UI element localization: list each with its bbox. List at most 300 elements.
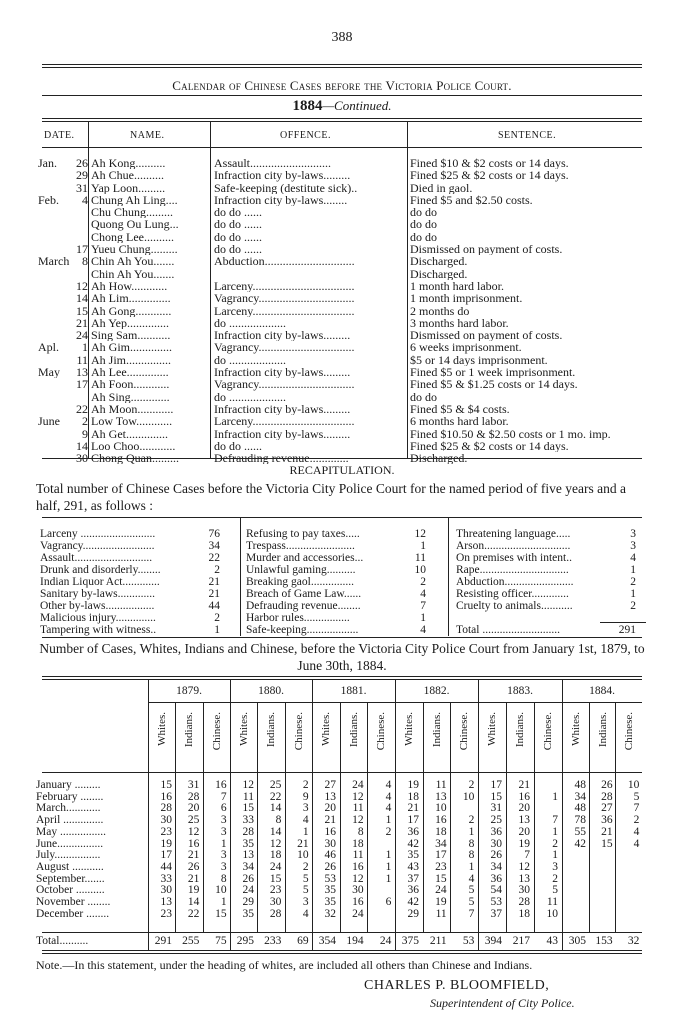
- total-cell: 394: [484, 935, 502, 947]
- recap-label: Vagrancy.........................: [40, 540, 155, 552]
- calendar-row: [0, 157, 684, 169]
- calendar-row: [0, 169, 684, 181]
- table-cell: 23: [269, 884, 282, 897]
- table-cell: 10: [627, 779, 640, 791]
- calendar-row: [0, 391, 684, 403]
- date-day: 13: [76, 366, 88, 379]
- table-cell: 4: [385, 802, 392, 815]
- table-cell: 4: [633, 825, 640, 838]
- total-cell: 354: [318, 935, 336, 947]
- table-cell: 15: [435, 872, 447, 885]
- case-sentence: Fined $5 and $2.50 costs.: [410, 193, 533, 207]
- recap-label: Murder and accessories...: [246, 552, 364, 564]
- table-cell: 1: [220, 896, 227, 908]
- table-cell: 23: [435, 860, 447, 873]
- recap-value: 7: [420, 600, 426, 612]
- table-cell: 11: [435, 907, 447, 920]
- month-label: August ...........: [36, 860, 104, 873]
- case-name: Ah Kong..........: [91, 157, 166, 170]
- case-sentence: Discharged.: [410, 452, 468, 465]
- case-offence: Vagrancy................................: [214, 341, 355, 354]
- table-cell: 28: [601, 790, 613, 803]
- case-sentence: Fined $25 & $2 costs or 14 days.: [410, 439, 569, 453]
- recap-row: [40, 624, 230, 636]
- table-cell: 8: [468, 849, 475, 862]
- sub-divider: [203, 703, 204, 932]
- year-divider: [562, 680, 563, 950]
- case-name: Ah Gong............: [91, 304, 172, 317]
- subheading: Whites.: [320, 712, 332, 746]
- calendar-table: [0, 157, 684, 464]
- table-cell: 1: [468, 860, 475, 873]
- table-cell: 22: [269, 790, 282, 803]
- table-cell: 36: [601, 814, 613, 827]
- date-month: Apl.: [38, 341, 59, 354]
- recap-label: Assault...........................: [40, 552, 153, 564]
- sub-divider: [506, 703, 507, 932]
- year-heading: [0, 98, 684, 115]
- subheading: Chinese.: [375, 712, 388, 751]
- table-cell: 14: [269, 802, 282, 815]
- table-cell: 3: [220, 849, 227, 862]
- table-cell: 4: [302, 814, 309, 827]
- case-offence: do ...................: [214, 390, 286, 403]
- table-cell: 35: [242, 837, 254, 850]
- recap-value: 21: [208, 576, 220, 588]
- case-name: Quong Ou Lung...: [91, 218, 179, 231]
- recap-label: Breach of Game Law......: [246, 588, 362, 600]
- table-cell: 12: [269, 837, 282, 850]
- recap-row: [246, 552, 436, 564]
- table-cell: 21: [187, 849, 200, 862]
- case-sentence: do do: [410, 218, 437, 231]
- recap-row: [40, 612, 230, 624]
- recap-row: [246, 528, 436, 540]
- sub-divider: [175, 703, 176, 932]
- table-cell: 36: [407, 884, 419, 897]
- case-offence: Safe-keeping (destitute sick)..: [214, 181, 358, 194]
- recap-column-1: [40, 528, 230, 636]
- sub-divider: [589, 703, 590, 932]
- recap-label: Malicious injury..............: [40, 612, 156, 624]
- recap-value: 3: [630, 528, 636, 540]
- table-cell: 4: [633, 837, 640, 850]
- rule: [42, 679, 642, 680]
- calendar-row: [0, 440, 684, 452]
- table-cell: 8: [357, 825, 364, 838]
- table-cell: 15: [160, 779, 172, 791]
- recap-row: [246, 624, 436, 636]
- table-cell: 12: [352, 814, 364, 827]
- calendar-title: Calendar of Chinese Cases before the Victoria Police Court.: [172, 78, 512, 93]
- calendar-row: [0, 182, 684, 194]
- table-cell: 30: [490, 837, 502, 850]
- year-heading: 1879.: [176, 685, 202, 697]
- col-offence: OFFENCE.: [280, 130, 331, 141]
- table-cell: 8: [220, 872, 227, 885]
- recap-row: [456, 528, 646, 540]
- table-cell: 3: [220, 814, 227, 827]
- subheading: Indians.: [347, 712, 360, 748]
- recap-row: [456, 600, 646, 612]
- rule: [42, 95, 642, 96]
- subheading: Whites.: [486, 712, 498, 746]
- recap-row: [246, 564, 436, 576]
- case-sentence: Discharged.: [410, 267, 468, 280]
- recap-label: Rape...............................: [456, 564, 569, 576]
- case-offence: do do ......: [214, 218, 262, 231]
- recap-column-2: [246, 528, 436, 636]
- table-cell: 11: [352, 849, 364, 862]
- case-offence: Infraction city by-laws........: [214, 193, 348, 207]
- subheading: Chinese.: [210, 712, 223, 751]
- table-cell: 13: [242, 849, 254, 862]
- subheading: Chinese.: [623, 712, 636, 751]
- table-cell: 18: [407, 790, 419, 803]
- recap-text: Total number of Chinese Cases before the Victoria City Police Court for the named period of five years and a half, 291, as follows :: [36, 481, 626, 513]
- date-day: 24: [76, 329, 88, 342]
- recap-row: [456, 576, 646, 588]
- note: Note.—In this statement, under the heading of whites, are included all others than Chinese and Indians.: [36, 958, 533, 972]
- calendar-row: [0, 255, 684, 267]
- recap-value: 2: [214, 564, 220, 576]
- date-month: March: [38, 255, 70, 268]
- year-divider: [478, 680, 479, 950]
- table-cell: 24: [242, 884, 254, 897]
- table-cell: 8: [468, 837, 475, 850]
- date-day: 17: [76, 243, 88, 256]
- table-cell: 26: [187, 860, 200, 873]
- month-label: April ..............: [36, 814, 104, 827]
- rule: [42, 676, 642, 677]
- table-cell: 35: [242, 907, 254, 920]
- rule: [42, 118, 642, 119]
- table-cell: 27: [601, 802, 613, 815]
- table-cell: 23: [160, 825, 172, 838]
- recap-row: [40, 576, 230, 588]
- case-name: Ah How............: [91, 279, 168, 293]
- table-cell: 28: [160, 802, 172, 815]
- case-offence: Vagrancy................................: [214, 292, 355, 305]
- total-cell: 255: [182, 935, 200, 947]
- recap-label: Other by-laws.................: [40, 600, 155, 612]
- year-divider: [312, 680, 313, 950]
- table-cell: 26: [324, 860, 336, 873]
- sub-divider: [257, 703, 258, 932]
- recap-label: Unlawful gaming..........: [246, 564, 356, 576]
- sub-divider: [423, 703, 424, 932]
- table-cell: 26: [490, 849, 502, 862]
- case-sentence: Dismissed on payment of costs.: [410, 243, 563, 256]
- table-cell: 11: [435, 779, 447, 791]
- case-name: Chin Ah You.......: [91, 255, 175, 268]
- case-name: Ah Yep..............: [91, 316, 170, 330]
- table-cell: 21: [601, 825, 613, 838]
- date-month: Feb.: [38, 193, 59, 207]
- table-cell: 48: [574, 779, 586, 791]
- total-cell: 233: [264, 935, 282, 947]
- table-cell: 7: [524, 849, 530, 862]
- case-name: Ah Chue..........: [91, 169, 164, 182]
- table-cell: 16: [324, 825, 336, 838]
- month-label: February ........: [36, 790, 104, 803]
- total-cell: 305: [568, 935, 586, 947]
- recap-value: 3: [630, 540, 636, 552]
- recap-row: [456, 540, 646, 552]
- date-day: 29: [76, 169, 88, 182]
- table-cell: 24: [269, 860, 282, 873]
- table-cell: 2: [552, 837, 558, 850]
- table-cell: 19: [187, 884, 200, 897]
- case-name: Ah Foon............: [91, 378, 170, 391]
- table-cell: 34: [490, 860, 502, 873]
- table-cell: 8: [275, 814, 282, 827]
- calendar-row: [0, 206, 684, 218]
- table-cell: 19: [407, 779, 419, 791]
- calendar-row: [0, 317, 684, 329]
- year-heading: 1881.: [340, 685, 367, 697]
- table-cell: 18: [435, 825, 447, 838]
- total-cell: 291: [154, 935, 172, 947]
- table-cell: 33: [160, 872, 172, 885]
- table-cell: 21: [187, 872, 200, 885]
- case-name: Yueu Chung.........: [91, 243, 178, 256]
- calendar-row: [0, 194, 684, 206]
- table-cell: 16: [187, 837, 200, 850]
- case-name: Ah Moon............: [91, 402, 174, 416]
- table-cell: 30: [324, 837, 336, 850]
- table-cell: 9: [302, 790, 309, 803]
- month-label: June................: [36, 837, 104, 850]
- recap-label: Resisting officer.............: [456, 588, 569, 600]
- case-name: Ah Sing.............: [91, 390, 170, 403]
- case-sentence: 6 weeks imprisonment.: [410, 341, 522, 354]
- case-sentence: Fined $5 or 1 week imprisonment.: [410, 366, 576, 379]
- table-cell: 28: [518, 896, 530, 908]
- table-cell: 10: [297, 849, 309, 862]
- case-offence: Infraction city by-laws.........: [214, 366, 351, 379]
- case-offence: Larceny..................................: [214, 415, 355, 428]
- recap-value: 1: [420, 540, 426, 552]
- subheading: Indians.: [430, 712, 443, 748]
- table-cell: 18: [269, 849, 282, 862]
- table-cell: 24: [435, 884, 447, 897]
- recap-heading: RECAPITULATION.: [289, 463, 395, 477]
- year-divider: [395, 680, 396, 950]
- table-cell: 25: [269, 779, 282, 791]
- subheading: Indians.: [514, 712, 526, 748]
- recap-value: 2: [420, 576, 426, 588]
- table-cell: 34: [242, 860, 254, 873]
- table-cell: 16: [435, 814, 447, 827]
- table-cell: 7: [552, 814, 558, 827]
- case-sentence: 1 month imprisonment.: [410, 292, 523, 305]
- number-heading: [0, 640, 684, 674]
- continued-label: —Continued.: [322, 98, 392, 113]
- table-cell: 13: [435, 790, 447, 803]
- calendar-row: [0, 378, 684, 390]
- table-cell: 16: [352, 860, 364, 873]
- col-divider: [240, 518, 241, 636]
- total-cell: 194: [346, 935, 364, 947]
- case-name: Low Tow............: [91, 415, 173, 428]
- sub-divider: [615, 703, 616, 932]
- table-cell: 42: [407, 837, 419, 850]
- table-cell: 30: [160, 814, 172, 827]
- table-cell: 31: [490, 802, 502, 815]
- recap-label: Sanitary by-laws.............: [40, 588, 155, 600]
- total-cell: 75: [215, 935, 227, 947]
- table-cell: 11: [352, 802, 364, 815]
- rule: [42, 637, 642, 638]
- case-name: Chong Quan.........: [91, 452, 179, 465]
- table-cell: 20: [187, 802, 200, 815]
- table-cell: 29: [242, 896, 254, 908]
- table-cell: 1: [302, 825, 309, 838]
- recap-column-3: [456, 528, 646, 636]
- table-cell: 31: [187, 779, 200, 791]
- recap-label: Indian Liquor Act.............: [40, 576, 160, 588]
- table-cell: 19: [435, 896, 447, 908]
- year-heading: 1882.: [423, 685, 450, 697]
- case-name: Ah Gim..............: [91, 341, 172, 354]
- calendar-row: [0, 268, 684, 280]
- case-offence: Larceny..................................: [214, 279, 355, 293]
- table-cell: 19: [518, 837, 530, 850]
- recap-label: Threatening language.....: [456, 528, 571, 540]
- case-name: Chong Lee..........: [91, 230, 174, 244]
- table-cell: 20: [518, 825, 530, 838]
- calendar-row: [0, 428, 684, 440]
- total-cell: 32: [627, 935, 640, 947]
- case-name: Yap Loon.........: [91, 181, 166, 194]
- date-day: 21: [76, 316, 88, 330]
- recap-label: Total ...........................: [456, 624, 560, 636]
- table-cell: 13: [324, 790, 336, 803]
- total-cell: 295: [236, 935, 254, 947]
- table-cell: 28: [269, 907, 282, 920]
- table-cell: 14: [187, 896, 200, 908]
- date-day: 12: [76, 279, 88, 293]
- col-date: DATE.: [44, 130, 75, 141]
- recap-label: Abduction........................: [456, 576, 574, 588]
- total-cell: 375: [401, 935, 419, 947]
- date-day: 31: [76, 181, 88, 194]
- table-cell: 24: [352, 779, 364, 791]
- table-cell: 23: [160, 907, 172, 920]
- table-cell: 2: [468, 814, 475, 827]
- date-day: 26: [76, 157, 88, 170]
- table-cell: 17: [160, 849, 172, 862]
- table-cell: 16: [518, 790, 530, 803]
- table-cell: 5: [552, 884, 558, 897]
- case-offence: do ...................: [214, 316, 286, 330]
- date-day: 14: [76, 439, 88, 453]
- recap-label: Harbor rules................: [246, 612, 350, 624]
- table-cell: 11: [242, 790, 254, 803]
- subheading: Indians.: [183, 712, 196, 748]
- table-cell: 53: [490, 896, 502, 908]
- case-name: Ah Jim...............: [91, 353, 172, 367]
- total-cell: 69: [297, 935, 309, 947]
- recap-row: [246, 588, 436, 600]
- calendar-row: [0, 354, 684, 366]
- rule: [42, 950, 642, 951]
- table-cell: 5: [302, 872, 309, 885]
- sub-divider: [340, 703, 341, 932]
- calendar-row: [0, 415, 684, 427]
- recap-label: On premises with intent..: [456, 552, 572, 564]
- recap-value: 4: [420, 588, 426, 600]
- month-label: May ................: [36, 825, 106, 838]
- case-sentence: Discharged.: [410, 255, 468, 268]
- recap-row: [456, 564, 646, 576]
- table-cell: 54: [490, 884, 502, 897]
- date-day: 22: [76, 402, 88, 416]
- rule: [42, 772, 642, 773]
- recap-label: Larceny ..........................: [40, 528, 156, 540]
- subheading: Whites.: [403, 712, 415, 746]
- table-cell: 6: [385, 896, 392, 908]
- recap-row: [246, 540, 436, 552]
- table-cell: 37: [407, 872, 419, 885]
- recap-value: 4: [630, 552, 636, 564]
- signature-title: Superintendent of City Police.: [430, 996, 575, 1010]
- table-cell: 36: [490, 825, 502, 838]
- case-name: Chung Ah Ling....: [91, 193, 178, 207]
- table-cell: 3: [302, 802, 309, 815]
- table-cell: 2: [552, 872, 558, 885]
- case-offence: Infraction city by-laws.........: [214, 402, 351, 416]
- table-cell: 46: [324, 849, 336, 862]
- recap-label: Tampering with witness..: [40, 624, 157, 636]
- recap-row: [40, 600, 230, 612]
- table-cell: 2: [302, 860, 309, 873]
- month-label: January .........: [36, 779, 101, 791]
- table-cell: 16: [352, 896, 364, 908]
- recap-row: [40, 528, 230, 540]
- sub-divider: [534, 703, 535, 932]
- recap-row: [40, 552, 230, 564]
- recap-value: 34: [208, 540, 220, 552]
- table-cell: 53: [324, 872, 336, 885]
- table-cell: 35: [407, 849, 419, 862]
- recap-row: [456, 624, 646, 636]
- table-cell: 2: [468, 779, 475, 791]
- recap-value: 1: [630, 588, 636, 600]
- date-day: 14: [76, 292, 88, 305]
- case-name: Sing Sam...........: [91, 329, 171, 342]
- table-cell: 15: [269, 872, 282, 885]
- recap-label: Refusing to pay taxes.....: [246, 528, 360, 540]
- table-cell: 3: [220, 825, 227, 838]
- table-cell: 21: [324, 814, 336, 827]
- table-cell: 35: [324, 884, 336, 897]
- case-sentence: do do: [410, 206, 437, 219]
- calendar-row: [0, 243, 684, 255]
- table-cell: 1: [220, 837, 227, 850]
- recap-value: 291: [618, 624, 636, 636]
- table-cell: 26: [601, 779, 613, 791]
- case-sentence: $5 or 14 days imprisonment.: [410, 353, 548, 367]
- table-cell: 20: [518, 802, 530, 815]
- table-cell: 12: [187, 825, 200, 838]
- table-cell: 16: [215, 779, 227, 791]
- calendar-row: [0, 292, 684, 304]
- case-sentence: Fined $5 & $1.25 costs or 14 days.: [410, 378, 578, 391]
- total-cell: 24: [379, 935, 392, 947]
- date-day: 11: [76, 353, 88, 367]
